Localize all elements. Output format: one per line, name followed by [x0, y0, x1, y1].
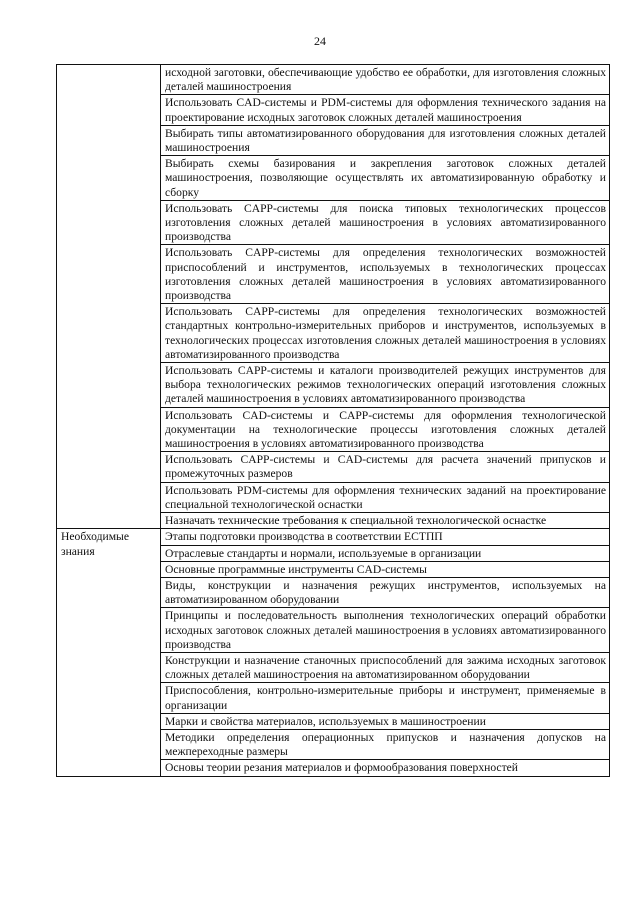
skill-item: Использовать CAPP-системы для определения технологических возможностей приспособлений и инструментов, используемых в технологических процессах изготовления сложных деталей машиностроения в условиях автоматизированного производства [161, 245, 610, 304]
skills-label-cell [57, 65, 161, 529]
knowledge-item: Отраслевые стандарты и нормали, используемые в организации [161, 545, 610, 561]
knowledge-item: Основы теории резания материалов и формообразования поверхностей [161, 760, 610, 776]
skill-item: Использовать CAPP-системы для поиска типовых технологических процессов изготовления сложных деталей машиностроения в условиях автоматизированного производства [161, 200, 610, 245]
competency-table [56, 64, 610, 777]
knowledge-item: Марки и свойства материалов, используемых в машиностроении [161, 713, 610, 729]
skill-item: Использовать CAPP-системы и каталоги производителей режущих инструментов для выбора технологических режимов технологических операций изготовления сложных деталей машиностроения в условиях автоматизированного производства [161, 363, 610, 408]
skill-item: Выбирать типы автоматизированного оборудования для изготовления сложных деталей машиностроения [161, 125, 610, 155]
knowledge-item: Приспособления, контрольно-измерительные приборы и инструмент, применяемые в организации [161, 683, 610, 713]
knowledge-item: Принципы и последовательность выполнения технологических операций обработки исходных заготовок сложных деталей машиностроения в условиях автоматизированного производства [161, 608, 610, 653]
knowledge-item: Виды, конструкции и назначения режущих инструментов, используемых на автоматизированном оборудовании [161, 577, 610, 607]
skill-item: исходной заготовки, обеспечивающие удобство ее обработки, для изготовления сложных деталей машиностроения [161, 65, 610, 95]
table-row [57, 529, 610, 545]
skill-item: Использовать CAPP-системы для определения технологических возможностей стандартных контрольно-измерительных приборов и инструментов, используемых в технологических процессах изготовления сложных деталей машиностроения в условиях автоматизированного производства [161, 304, 610, 363]
knowledge-item: Конструкции и назначение станочных приспособлений для зажима исходных заготовок сложных деталей машиностроения на автоматизированном оборудовании [161, 652, 610, 682]
skill-item: Использовать CAPP-системы и CAD-системы для расчета значений припусков и промежуточных размеров [161, 452, 610, 482]
skill-item: Использовать CAD-системы и CAPP-системы для оформления технологической документации на технологические процессы изготовления сложных деталей машиностроения в условиях автоматизированного производства [161, 407, 610, 452]
skill-item: Использовать CAD-системы и PDM-системы для оформления технического задания на проектирование исходных заготовок сложных деталей машиностроения [161, 95, 610, 125]
table-row [57, 65, 610, 95]
knowledge-label-cell: Необходимые знания [57, 529, 161, 776]
skill-item: Использовать PDM-системы для оформления технических заданий на проектирование специальной технологической оснастки [161, 482, 610, 512]
page-number: 24 [314, 34, 326, 48]
skill-item: Назначать технические требования к специальной технологической оснастке [161, 513, 610, 529]
knowledge-item: Этапы подготовки производства в соответствии ЕСТПП [161, 529, 610, 545]
knowledge-item: Методики определения операционных припусков и назначения допусков на межпереходные размеры [161, 729, 610, 759]
knowledge-item: Основные программные инструменты CAD-системы [161, 561, 610, 577]
skill-item: Выбирать схемы базирования и закрепления заготовок сложных деталей машиностроения, позволяющие осуществлять их автоматизированную обработку и сборку [161, 156, 610, 201]
